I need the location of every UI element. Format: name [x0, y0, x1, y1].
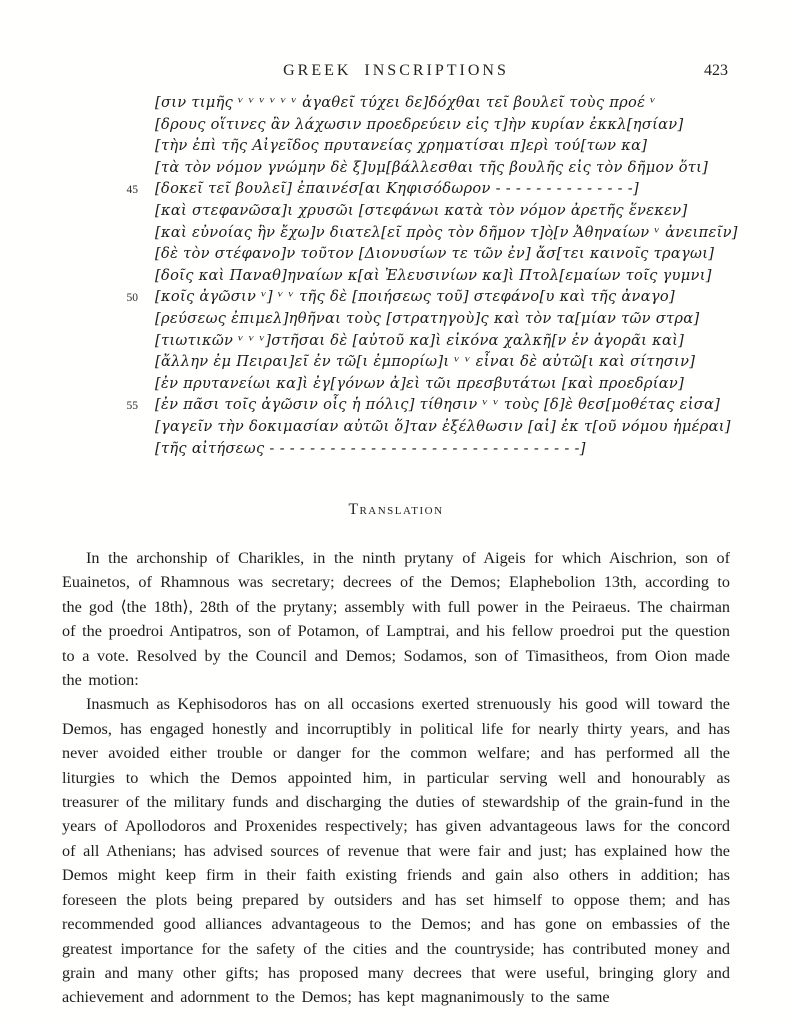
running-head [62, 62, 730, 84]
page-title: GREEK INSCRIPTIONS [283, 62, 509, 79]
inscription-line-text: [κοῖς ἀγῶσιν ᵛ] ᵛ ᵛ τῆς δὲ [ποιήσεως τοῦ] στεφάνο[υ καὶ τῆς ἀναγο] [155, 288, 675, 306]
inscription-line [0, 286, 792, 308]
inscription-line [0, 394, 792, 416]
translation-heading: Translation [348, 501, 444, 518]
line-number-55: 55 [126, 400, 138, 413]
inscription-line [0, 92, 792, 114]
inscription-line [0, 200, 792, 222]
inscription-line-text: [δὲ τὸν στέφανο]ν τοῦτον [Διονυσίων τε τῶν ἐν] ἄσ[τει καινοῖς τραγωι] [155, 245, 715, 263]
greek-inscription-block [0, 92, 792, 459]
inscription-line [0, 178, 792, 200]
inscription-line [0, 265, 792, 287]
translation-paragraph-1: In the archonship of Charikles, in the ninth prytany of Aigeis for which Aischrion, son of Euainetos, of Rhamnous was secretary; decrees of the Demos; Elaphebolion 13th, according to the god ⟨the 18th⟩, 28th of the prytany; assembly with full power in the Peiraeus. The chairman of the proedroi Antipatros, son of Potamon, of Lamptrai, and his fellow proedroi put the question to a vote. Resolved by the Council and Demos; Sodamos, son of Timasitheos, from Oion made the motion: [62, 549, 730, 690]
inscription-line-text: [τιωτικῶν ᵛ ᵛ ᵛ]στῆσαι δὲ [αὐτοῦ κα]ὶ εἰκόνα χαλκῆ[ν ἐν ἀγορᾶι καὶ] [155, 331, 685, 349]
inscription-line-text: [τὰ τὸν νόμον γνώμην δὲ ξ]υμ[βάλλεσθαι τῆς βουλῆς εἰς τὸν δῆμον ὅτι] [155, 158, 709, 176]
line-number-45: 45 [126, 184, 138, 197]
inscription-line-text: [ἄλλην ἐμ Πειραι]εῖ ἐν τῶ[ι ἐμπορίω]ι ᵛ ᵛ εἶναι δὲ αὐτῶ[ι καὶ σίτησιν] [155, 353, 696, 371]
inscription-line [0, 222, 792, 244]
inscription-line [0, 114, 792, 136]
inscription-line [0, 330, 792, 352]
inscription-line-text: [ρεύσεως ἐπιμελ]ηθῆναι τοὺς [στρατηγοὺ]ς καὶ τὸν τα[μίαν τῶν στρα] [155, 309, 700, 327]
inscription-line [0, 157, 792, 179]
inscription-line-text: [σιν τιμῆς ᵛ ᵛ ᵛ ᵛ ᵛ ᵛ ἀγαθεῖ τύχει δε]δόχθαι τεῖ βουλεῖ τοὺς προέ ᵛ [155, 94, 656, 111]
inscription-line-text: [καὶ στεφανῶσα]ι χρυσῶι [στεφάνωι κατὰ τὸν νόμον ἀρετῆς ἕνεκεν] [155, 201, 688, 219]
inscription-line [0, 243, 792, 265]
translation-body [62, 546, 730, 1010]
inscription-line-text: [καὶ εὐνοίας ἣν ἔχω]ν διατελ[εῖ πρὸς τὸν δῆμον τ]ὸ̣[ν Ἀθηναίων ᵛ ἀνειπεῖν] [155, 223, 738, 241]
inscription-line-text: [δοῖς καὶ Παναθ]ηναίων κ[αὶ Ἐλευσινίων κα]ὶ Πτολ[εμαίων τοῖς γυμνι] [155, 266, 712, 284]
inscription-line-text: [ἐν πρυτανείωι κα]ὶ ἐγ[γόνων ἀ]εὶ τῶι πρεσβυτάτωι [καὶ προεδρίαν] [155, 374, 685, 392]
inscription-line [0, 351, 792, 373]
translation-paragraph-2: Inasmuch as Kephisodoros has on all occasions exerted strenuously his good will toward the Demos, has engaged honestly and incorruptibly in political life for nearly thirty years, and has never avoided either trouble or danger for the common welfare; and has performed all the liturgies to which the Demos appointed him, in particular serving well and honourably as treasurer of the military funds and discharging the duties of stewardship of the grain-fund in the years of Apollodoros and Proxenides respectively; has given advantageous laws for the concord of all Athenians; has advised sources of revenue that were fair and just; has explained how the Demos might keep firm in their faith existing friends and gain also others in addition; has foreseen the plots being prepared by outsiders and has set himself to oppose them; and has recommended good alliances advantageous to the Demos; and has gone on embassies of the greatest importance for the safety of the cities and the countryside; has contributed money and grain and many other gifts; has proposed many decrees that were useful, bringing glory and achievement and adornment to the Demos; has kept magnanimously to the same [62, 695, 730, 1007]
inscription-line-text: [τῆς αἰτήσεως - - - - - - - - - - - - - - - - - - - - - - - - - - - - - - -] [155, 439, 586, 457]
inscription-line-text: [δρους οἵτινες ἂν λάχωσιν προεδρεύειν εἰς τ]ὴν κυρίαν ἐκκλ[ησίαν] [155, 115, 684, 133]
line-number-50: 50 [126, 292, 138, 305]
page-number: 423 [704, 62, 728, 79]
inscription-line [0, 373, 792, 395]
inscription-line [0, 438, 792, 460]
inscription-line [0, 135, 792, 157]
inscription-line-text: [ἐν πᾶσι τοῖς ἀγῶσιν οἷς ἡ πόλις] τίθη̣σιν ᵛ ᵛ τοὺς [δ]ὲ θεσ[μοθέτας εἰσα] [155, 396, 721, 414]
inscription-line [0, 308, 792, 330]
inscription-line-text: [τὴν ἐπὶ τῆς Αἰγεῖδος πρυτανείας χρηματίσαι π]ερὶ τού[των κα] [155, 137, 648, 155]
inscription-line-text: [δοκεῖ τεῖ βουλεῖ] ἐπαινέσ[αι Κη̣φισόδωρον - - - - - - - - - - - - - -] [155, 180, 640, 198]
inscription-line-text: [γαγεῖν τὴν δοκιμασίαν αὐτῶι ὅ]ταν ἐξέλθωσιν [αἱ] ἐκ τ[οῦ νόμου ἡμέραι] [155, 417, 731, 435]
inscription-line [0, 416, 792, 438]
